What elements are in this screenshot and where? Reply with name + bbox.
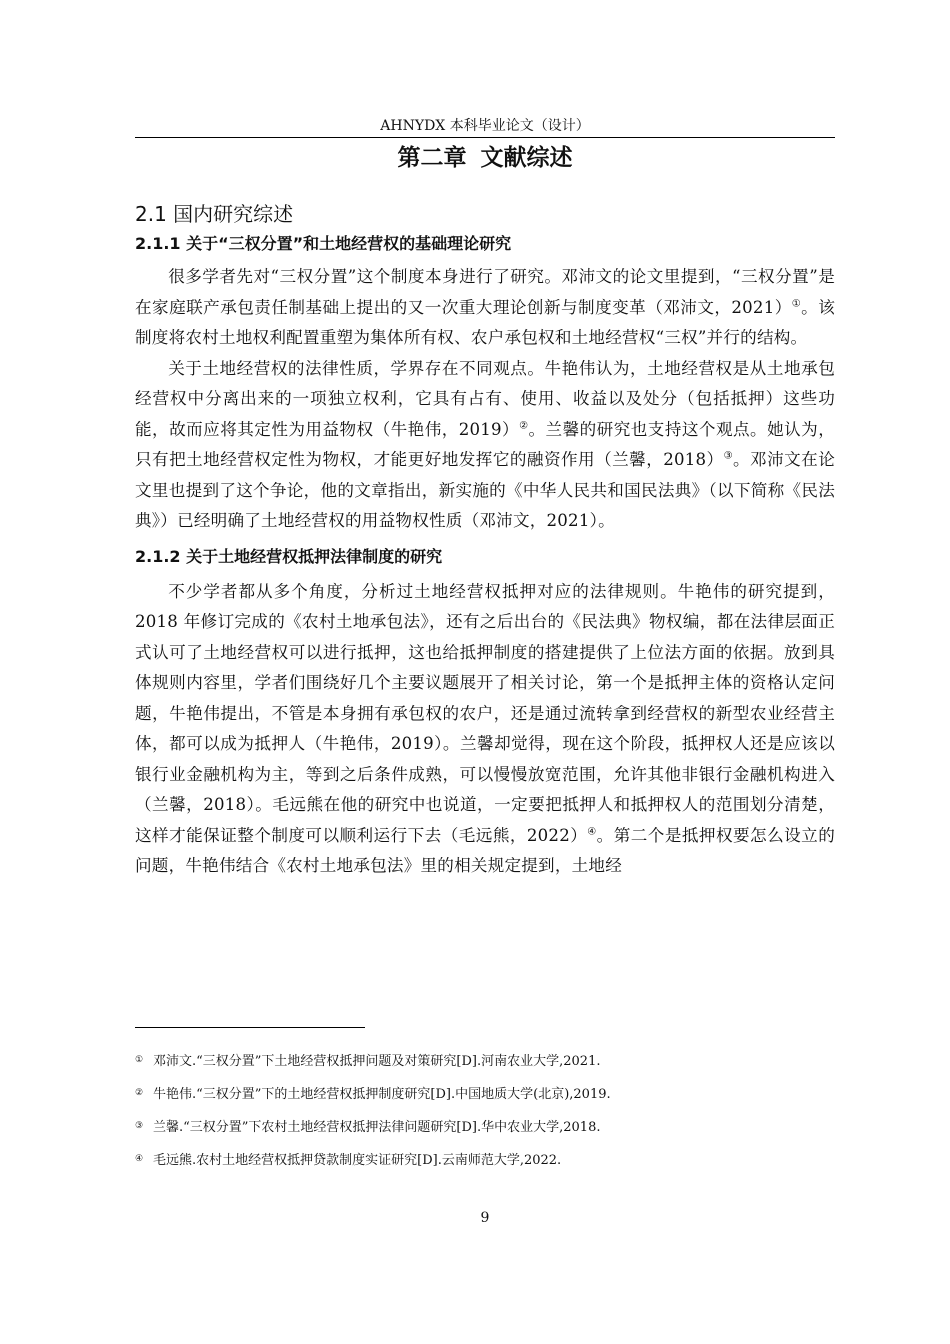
footnote-mark: ② xyxy=(135,1088,144,1098)
paragraph-three-rights xyxy=(135,262,835,354)
footnote-ref-2: ② xyxy=(519,419,529,431)
footnote-item xyxy=(135,1046,835,1079)
footnote-item xyxy=(135,1079,835,1112)
paragraph-text: 关于土地经营权的法律性质，学界存在不同观点。牛艳伟认为，土地经营权是从土地承包经营权中分离出来的一项独立权利，它具有占有、使用、收益以及处分（包括抵押）这些功能，故而应将其定性为用益物权（牛艳伟，2019） xyxy=(135,358,835,439)
paragraph-text: 。该制度将农村土地权利配置重塑为集体所有权、农户承包权和土地经营权“三权”并行的结构。 xyxy=(135,297,835,347)
section-2-1-2-heading: 2.1.2 关于土地经营权抵押法律制度的研究 xyxy=(135,546,443,566)
paragraph-legal-nature xyxy=(135,354,835,537)
footnote-text: 兰馨.“三权分置”下农村土地经营权抵押法律问题研究[D].华中农业大学,2018. xyxy=(153,1120,601,1135)
paragraph-text: 。邓沛文在论文里也提到了这个争论，他的文章指出，新实施的《中华人民共和国民法典》（以下简称《民法典》）已经明确了土地经营权的用益物权性质（邓沛文，2021）。 xyxy=(135,450,835,530)
paragraph-text: 。兰馨的研究也支持这个观点。她认为，只有把土地经营权定性为物权，才能更好地发挥它的融资作用（兰馨，2018） xyxy=(135,419,835,469)
paragraph-text: 。第二个是抵押权要怎么设立的问题，牛艳伟结合《农村土地承包法》里的相关规定提到，土地经 xyxy=(135,825,835,875)
footnote-ref-4: ④ xyxy=(587,825,597,837)
footnote-text: 邓沛文.“三权分置”下土地经营权抵押问题及对策研究[D].河南农业大学,2021. xyxy=(153,1054,601,1069)
footnote-text: 牛艳伟.“三权分置”下的土地经营权抵押制度研究[D].中国地质大学(北京),2019. xyxy=(153,1087,611,1102)
paragraph-text: 不少学者都从多个角度，分析过土地经营权抵押对应的法律规则。牛艳伟的研究提到，2018 年修订完成的《农村土地承包法》，还有之后出台的《民法典》物权编，都在法律层面正式认可了土地经营权可以进行抵押，这也给抵押制度的搭建提供了上位法方面的依据。放到具体规则内容里，学者们围绕好几个主要议题展开了相关讨论，第一个是抵押主体的资格认定问题，牛艳伟提出，不管是本身拥有承包权的农户，还是通过流转拿到经营权的新型农业经营主体，都可以成为抵押人（牛艳伟，2019）。兰馨却觉得，现在这个阶段，抵押权人还是应该以银行业金融机构为主，等到之后条件成熟，可以慢慢放宽范围，允许其他非银行金融机构进入（兰馨，2018）。毛远熊在他的研究中也说道，一定要把抵押人和抵押权人的范围划分清楚，这样才能保证整个制度可以顺利运行下去（毛远熊，2022） xyxy=(135,581,835,845)
chapter-title: 第二章 文献综述 xyxy=(397,145,573,171)
footnote-mark: ① xyxy=(135,1055,144,1065)
paragraph-text: 很多学者先对“三权分置”这个制度本身进行了研究。邓沛文的论文里提到，“三权分置”是在家庭联产承包责任制基础上提出的又一次重大理论创新与制度变革（邓沛文，2021） xyxy=(135,267,835,317)
footnote-mark: ④ xyxy=(135,1154,144,1164)
section-2-1-heading: 2.1 国内研究综述 xyxy=(135,202,294,226)
section-2-1-1-heading: 2.1.1 关于“三权分置”和土地经营权的基础理论研究 xyxy=(135,234,512,253)
footnote-item xyxy=(135,1112,835,1145)
footnotes xyxy=(135,1046,835,1178)
footnote-ref-3: ③ xyxy=(723,450,733,462)
footnote-mark: ③ xyxy=(135,1121,144,1131)
running-header: AHNYDX 本科毕业论文（设计） xyxy=(380,118,590,134)
footnote-separator xyxy=(135,1027,365,1028)
footnote-text: 毛远熊.农村土地经营权抵押贷款制度实证研究[D].云南师范大学,2022. xyxy=(153,1153,562,1168)
page-body xyxy=(135,138,835,882)
footnote-ref-1: ① xyxy=(791,297,802,309)
paragraph-mortgage-rules xyxy=(135,577,835,882)
page-number: 9 xyxy=(480,1210,490,1226)
footnote-item xyxy=(135,1145,835,1178)
